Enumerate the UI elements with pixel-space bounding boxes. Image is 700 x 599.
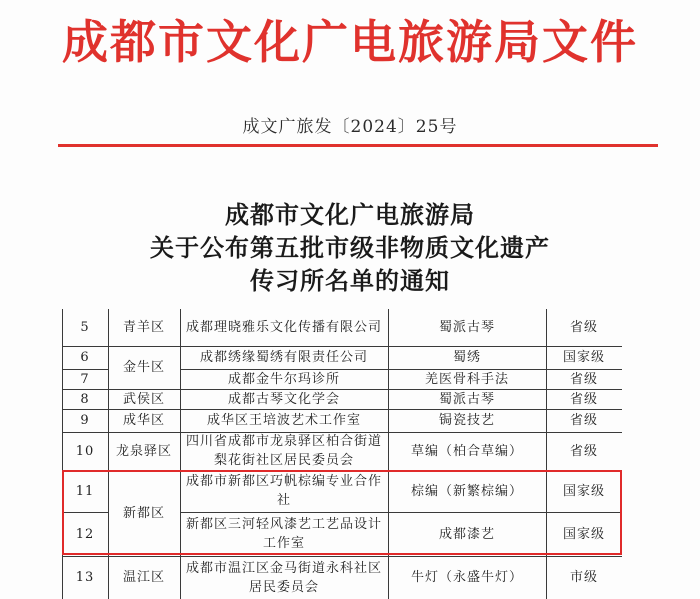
level-cell: 市级 — [569, 570, 598, 585]
district-cell: 新都区 — [122, 505, 165, 521]
notice-title-line-2: 关于公布第五批市级非物质文化遗产 — [150, 233, 550, 262]
heritage-item-cell: 锔瓷技艺 — [438, 413, 495, 428]
level-cell: 国家级 — [562, 350, 605, 365]
heritage-item-cell: 牛灯（永盛牛灯） — [410, 570, 523, 585]
district-cell: 金牛区 — [122, 360, 165, 375]
heritage-item-cell: 蜀派古琴 — [438, 320, 495, 335]
district-cell: 武侯区 — [122, 391, 165, 407]
organization-cell: 四川省成都市龙泉驿区柏合街道梨花街社区居民委员会 — [186, 434, 383, 468]
row-number-cell: 12 — [75, 526, 95, 542]
row-number-cell: 5 — [80, 320, 90, 335]
row-number-cell: 8 — [80, 391, 90, 407]
row-number-cell: 10 — [75, 443, 95, 459]
document-number: 成文广旅发〔2024〕25号 — [242, 117, 458, 137]
level-cell: 国家级 — [562, 483, 605, 499]
organization-cell: 成都古琴文化学会 — [227, 391, 340, 407]
district-cell: 成华区 — [122, 413, 165, 428]
organization-cell: 成都金牛尔玛诊所 — [227, 371, 340, 387]
organization-cell: 新都区三河轻风漆艺工艺品设计工作室 — [186, 517, 383, 551]
level-cell: 省级 — [569, 320, 598, 335]
organization-cell: 成都理晓雅乐文化传播有限公司 — [186, 320, 383, 335]
level-cell: 省级 — [569, 371, 598, 387]
row-number-cell: 13 — [75, 570, 95, 585]
heritage-item-cell: 蜀派古琴 — [438, 391, 495, 407]
heritage-item-cell: 成都漆艺 — [438, 526, 495, 542]
organization-cell: 成都绣缘蜀绣有限责任公司 — [199, 350, 368, 365]
organization-cell: 成都市温江区金马街道永科社区居民委员会 — [186, 560, 383, 595]
row-number-cell: 7 — [80, 371, 90, 387]
heritage-item-cell: 蜀绣 — [452, 350, 481, 365]
notice-title-line-3: 传习所名单的通知 — [250, 266, 450, 295]
issuer-header-title: 成都市文化广电旅游局文件 — [62, 15, 638, 69]
table-cells — [62, 309, 622, 599]
notice-title-line-1: 成都市文化广电旅游局 — [225, 200, 475, 229]
organization-cell: 成都市新都区巧帆棕编专业合作社 — [186, 474, 383, 508]
district-cell: 温江区 — [122, 570, 165, 585]
level-cell: 国家级 — [562, 526, 605, 542]
heritage-item-cell: 草编（柏合草编） — [410, 443, 523, 459]
row-number-cell: 6 — [80, 350, 90, 365]
red-divider-line — [58, 144, 658, 147]
level-cell: 省级 — [569, 413, 598, 428]
heritage-list-table — [62, 309, 622, 599]
notice-title — [0, 198, 700, 297]
organization-cell: 成华区王培波艺术工作室 — [206, 413, 361, 428]
row-number-cell: 9 — [80, 413, 90, 428]
district-cell: 龙泉驿区 — [115, 443, 172, 459]
level-cell: 省级 — [569, 391, 598, 407]
district-cell: 青羊区 — [122, 320, 165, 335]
level-cell: 省级 — [569, 443, 598, 459]
row-number-cell: 11 — [75, 483, 95, 499]
heritage-item-cell: 棕编（新繁棕编） — [410, 483, 523, 499]
heritage-item-cell: 羌医骨科手法 — [424, 371, 509, 387]
